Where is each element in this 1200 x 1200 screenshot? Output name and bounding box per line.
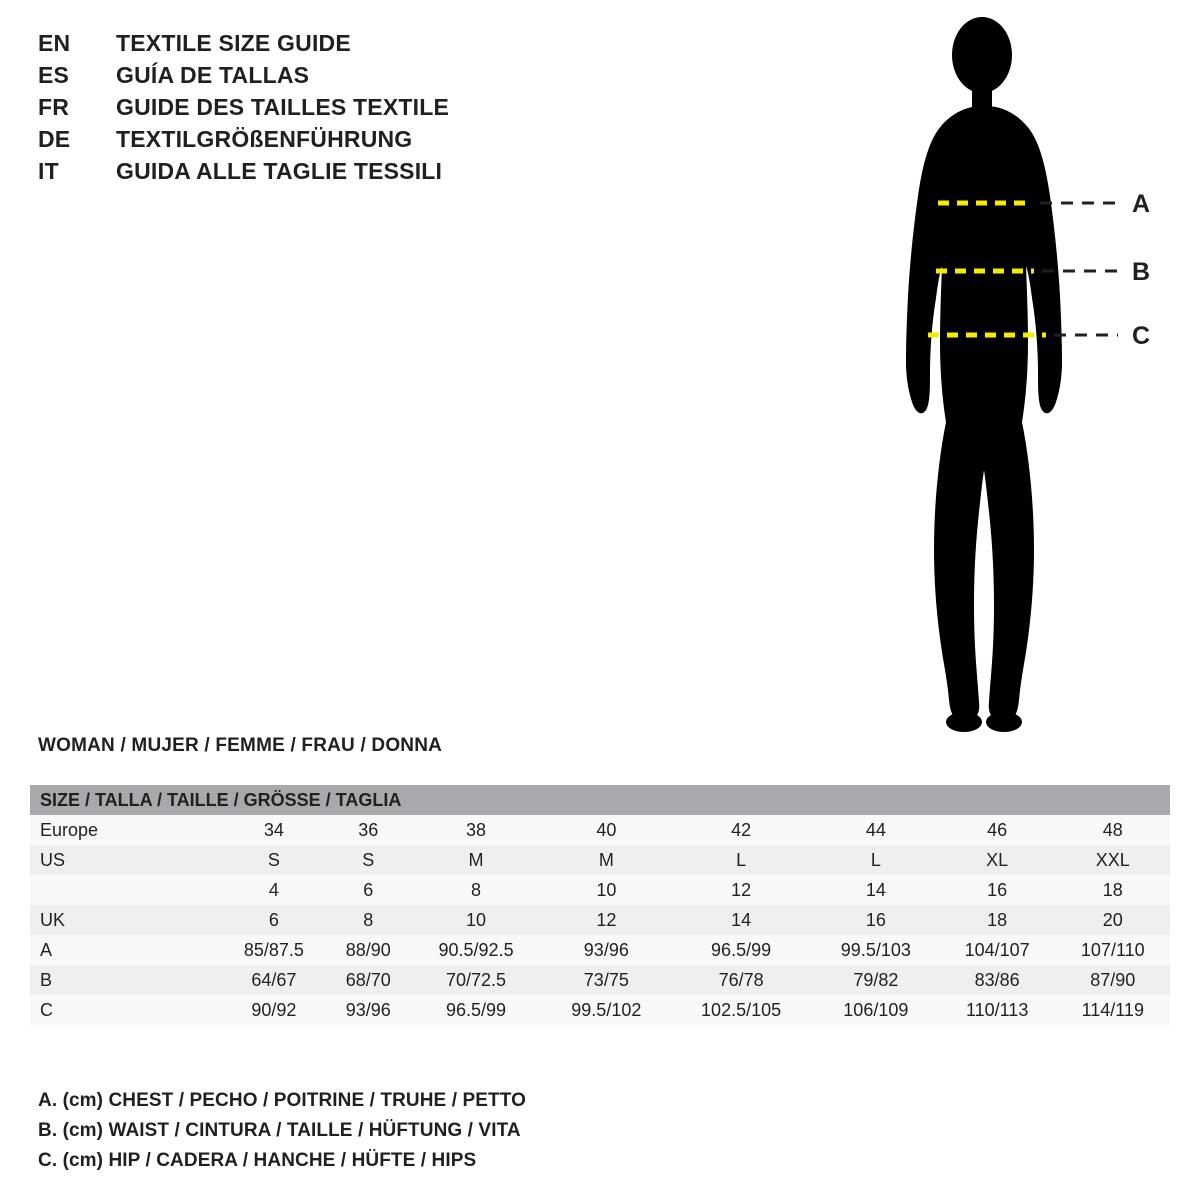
cell: 90.5/92.5 [438,939,514,960]
cell: XL [986,849,1009,870]
female-silhouette-icon [860,10,1190,750]
cell: 48 [1102,819,1123,840]
title-lang-de: DE [38,126,71,152]
measure-label-a: A [1132,190,1151,218]
cell: 99.5/103 [840,939,911,960]
cell: 10 [466,909,487,930]
title-lang-it: IT [38,158,59,184]
cell: 18 [987,909,1008,930]
row-label-us: US [40,849,66,870]
row-label-c: C [40,999,53,1020]
table-row [30,905,1170,935]
title-text-it: GUIDA ALLE TAGLIE TESSILI [116,158,443,184]
cell: L [870,849,881,870]
table-row [30,875,1170,905]
legend-row-b: B. (cm) WAIST / CINTURA / TAILLE / HÜFTUNG / VITA [38,1120,521,1141]
cell: S [267,849,280,870]
cell: 46 [987,819,1008,840]
cell: 83/86 [974,969,1020,990]
cell: 96.5/99 [711,939,772,960]
cell: 79/82 [853,969,899,990]
body-figure [860,10,1190,750]
cell: 14 [865,879,886,900]
measure-label-c: C [1132,322,1151,350]
table-row [30,995,1170,1025]
row-label-europe: Europe [40,819,99,840]
legend-row-c: C. (cm) HIP / CADERA / HANCHE / HÜFTE / HIPS [38,1150,477,1171]
cell: 12 [596,909,617,930]
cell: 76/78 [718,969,764,990]
cell: 110/113 [965,999,1029,1020]
cell: 16 [865,909,886,930]
cell: 4 [268,879,279,900]
title-row-fr [38,94,598,126]
title-lang-en: EN [38,30,71,56]
cell: 102.5/105 [701,999,782,1020]
cell: 90/92 [251,999,297,1020]
cell: 88/90 [345,939,391,960]
cell: 38 [466,819,487,840]
size-table [30,785,1170,1025]
table-row [30,935,1170,965]
cell: 106/109 [843,999,909,1020]
cell: M [468,849,484,870]
cell: 96.5/99 [446,999,507,1020]
cell: 8 [363,909,374,930]
measure-label-b: B [1132,258,1151,286]
cell: 16 [987,879,1008,900]
cell: 104/107 [964,939,1030,960]
title-text-de: TEXTILGRÖßENFÜHRUNG [116,126,413,152]
cell: XXL [1095,849,1130,870]
cell: L [736,849,747,870]
cell: 42 [731,819,752,840]
cell: 40 [596,819,617,840]
row-label-us-numeric [30,875,220,905]
cell: 107/110 [1080,939,1145,960]
title-row-it [38,158,598,190]
title-text-es: GUÍA DE TALLAS [116,62,310,88]
cell: 12 [731,879,752,900]
title-lang-fr: FR [38,94,70,120]
cell: S [362,849,375,870]
cell: 73/75 [583,969,629,990]
title-block [38,30,598,190]
title-row-en [38,30,598,62]
cell: 87/90 [1090,969,1136,990]
cell: 68/70 [345,969,391,990]
title-row-de [38,126,598,158]
cell: 70/72.5 [446,969,507,990]
table-row [30,965,1170,995]
row-label-b: B [40,969,53,990]
title-lang-es: ES [38,62,70,88]
table-header-row [30,785,1170,815]
cell: 8 [471,879,482,900]
table-row [30,845,1170,875]
measurement-legend [38,1090,738,1180]
cell: 36 [358,819,379,840]
cell: 18 [1102,879,1123,900]
cell: 20 [1102,909,1123,930]
title-text-fr: GUIDE DES TAILLES TEXTILE [116,94,449,120]
cell: 64/67 [251,969,297,990]
cell: 85/87.5 [243,939,304,960]
cell: 14 [731,909,752,930]
cell: 93/96 [583,939,629,960]
table-row [30,815,1170,845]
row-label-uk: UK [40,909,66,930]
row-label-a: A [40,939,53,960]
title-text-en: TEXTILE SIZE GUIDE [116,30,351,56]
cell: 34 [263,819,284,840]
cell: 93/96 [345,999,391,1020]
cell: 6 [363,879,374,900]
cell: 99.5/102 [571,999,642,1020]
table-header-label: SIZE / TALLA / TAILLE / GRÖSSE / TAGLIA [40,789,402,810]
legend-row-a: A. (cm) CHEST / PECHO / POITRINE / TRUHE / PETTO [38,1090,526,1111]
cell: 44 [865,819,886,840]
cell: 114/119 [1081,999,1144,1020]
cell: 6 [268,909,279,930]
title-row-es [38,62,598,94]
cell: 10 [596,879,617,900]
cell: M [598,849,614,870]
section-heading: WOMAN / MUJER / FEMME / FRAU / DONNA [38,735,443,756]
